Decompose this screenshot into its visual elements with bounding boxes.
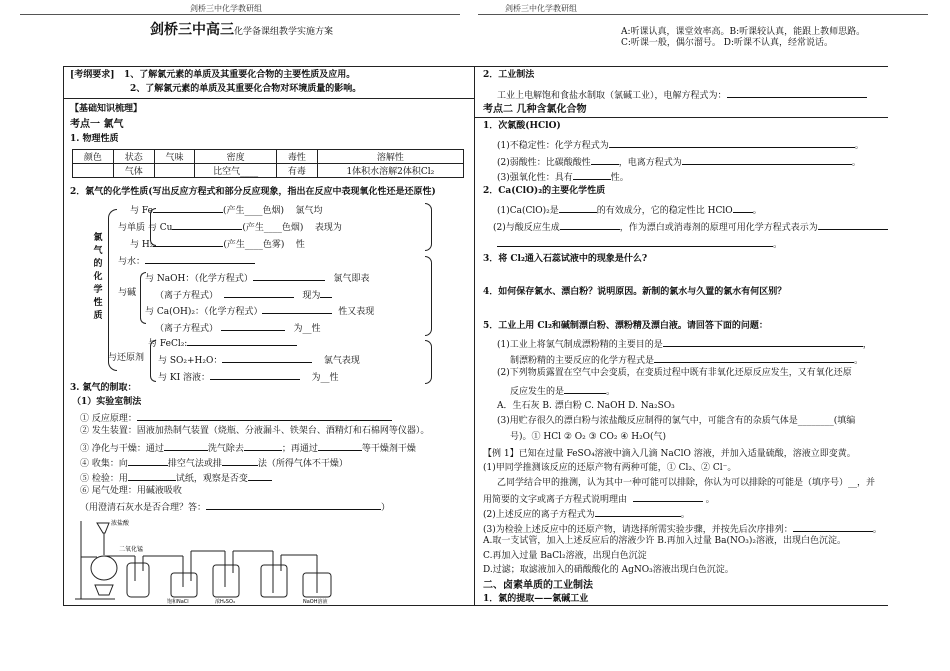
example-1-4: (2)上述反应的离子方程式为 。 — [483, 507, 690, 521]
basic-knowledge-title: 【基础知识梳理】 — [70, 104, 143, 114]
brace-elements-left — [150, 208, 156, 246]
example-1-1: (1)甲同学推测该反应的还原产物有两种可能，① Cl₂、② Cl⁻。 — [483, 463, 737, 473]
header-left-group: 剑桥三中化学教研组 — [190, 4, 262, 13]
lab-step-6: ⑥ 尾气处理：用碱液吸收 — [80, 486, 182, 496]
exam-requirement-2: 2、了解氯元素的单质及其重要化合物对环境质量的影响。 — [130, 84, 362, 94]
table-header-row — [73, 150, 464, 164]
chemical-properties-title: 2．氯气的化学性质(写出反应方程式和部分反应现象，指出在反应中表现氧化性还是还原性) — [70, 187, 436, 197]
caclo2-2: (2)与酸反应生成 ，作为漂白或消毒剂的原理可用化学方程式表示为 — [493, 220, 888, 234]
col-color: 颜色 — [73, 150, 114, 164]
hclo-3: (3)强氧化性：具有 性。 — [497, 170, 629, 184]
react-so2: 与 SO₂+H₂O： 氯气表现 — [158, 353, 360, 367]
col-toxicity: 毒性 — [276, 150, 317, 164]
header-right-group: 剑桥三中化学教研组 — [505, 4, 577, 13]
apparatus-label-h2so4: 浓H₂SO₄ — [215, 599, 235, 605]
react-naoh: 与 NaOH：（化学方程式） 氯气即表 — [145, 271, 369, 285]
left-border — [63, 66, 64, 606]
example-1-7: C.再加入过量 BaCl₂溶液，出现白色沉淀 — [483, 551, 647, 561]
react-fe: 与 Fe (产生____色烟) 氯气均 — [130, 203, 322, 217]
section-2-1: 1．氯的提取——氯碱工业 — [483, 594, 589, 604]
table-row — [73, 164, 464, 178]
question-5-3: (3)用贮存很久的漂白粉与浓盐酸反应制得的氯气中，可能含有的杂质气体是________(填编 — [497, 416, 856, 426]
question-3: 3．将 Cl₂通入石蕊试液中的现象是什么? — [483, 254, 648, 264]
col-smell: 气味 — [154, 150, 195, 164]
lab-step-3: ③ 净化与干燥：通过 洗气除去 ；再通过 等干燥剂干燥 — [80, 441, 416, 455]
cell-density: 比空气____ — [195, 164, 277, 178]
hclo-1: (1)不稳定性：化学方程式为 。 — [497, 138, 864, 152]
question-5-2: (2)下列物质露置在空气中会变质，在变质过程中既有非氧化还原反应发生，又有氧化还原 — [497, 368, 852, 378]
react-cu: 与单质 与 Cu (产生____色烟) 表现为 — [118, 220, 342, 234]
lab-step-2: ② 发生装置：固液加热制气装置（烧瓶、分液漏斗、铁架台、酒精灯和石棉网等仪器）。 — [80, 426, 430, 436]
question-5-3b: 号)。① HCl ② O₂ ③ CO₂ ④ H₂O(气) — [510, 432, 667, 442]
brace-reducers-right — [425, 340, 432, 384]
column-divider — [474, 66, 475, 606]
point-2-rule — [474, 117, 888, 118]
rating-line-1: A:听课认真，课堂效率高。B:听课较认真，能跟上教师思路。 — [621, 27, 866, 37]
question-5-1: (1)工业上将氯气制成漂粉精的主要目的是 ， — [497, 337, 872, 351]
caclo2-1: (1)Ca(ClO)₂是 的有效成分，它的稳定性比 HClO 。 — [497, 203, 762, 217]
react-fecl2: 与 FeCl₂: — [148, 336, 297, 350]
lab-step-5: ⑤ 检验：用 试纸，观察是否变 — [80, 471, 272, 485]
industrial-body: 工业上电解饱和食盐水制取（氯碱工业），电解方程式为： — [497, 88, 867, 102]
cell-color — [73, 164, 114, 178]
col-density: 密度 — [195, 150, 277, 164]
react-ion1: （离子方程式） 现为 — [155, 288, 332, 302]
header-rule-right — [478, 14, 928, 15]
col-solubility: 溶解性 — [317, 150, 463, 164]
brace-elements — [425, 203, 432, 251]
plan-title: 化学备课组教学实施方案 — [234, 27, 334, 37]
cell-toxicity: 有毒 — [276, 164, 317, 178]
brace-base — [140, 272, 146, 324]
caclo2-title: 2．Ca(ClO)₂的主要化学性质 — [483, 186, 606, 196]
exam-requirements: [考纲要求] 1、了解氯元素的单质及其重要化合物的主要性质及应用。 — [70, 70, 356, 80]
section-2-title: 二、卤素单质的工业制法 — [483, 580, 593, 591]
top-rule — [63, 66, 888, 67]
example-1-2: 乙同学结合甲的推测，认为其中一种可能可以排除，你认为可以排除的可能是（填序号）__，并 — [497, 478, 876, 488]
rating-line-2: C:听课一般，偶尔溜号。 D:听课不认真，经常说话。 — [621, 38, 834, 48]
cell-smell — [154, 164, 195, 178]
example-1-3: 用简要的文字或离子方程式说明理由 。 — [483, 492, 715, 506]
point-1-title: 考点一 氯气 — [70, 119, 124, 130]
lab-step-1: ① 反应原理： — [80, 411, 392, 425]
react-water: 与水： — [118, 254, 255, 268]
react-ion2: （离子方程式） 为__性 — [155, 321, 321, 335]
brace-reducer — [150, 340, 156, 382]
exam-rule — [63, 98, 474, 99]
col-state: 状态 — [113, 150, 154, 164]
apparatus-label-mno2: 二氧化锰 — [119, 546, 144, 553]
question-5-options: A．生石灰 B. 漂白粉 C. NaOH D. Na₂SO₃ — [497, 401, 675, 411]
apparatus-label-nacl: 饱和NaCl — [167, 599, 189, 605]
lab-apparatus-diagram — [75, 513, 345, 605]
industrial-title: 2．工业制法 — [483, 70, 535, 80]
preparation-title: 3. 氯气的制取： — [70, 383, 137, 393]
bottom-rule — [63, 605, 888, 606]
lab-step-7: （用澄清石灰水是否合理？答： ） — [80, 500, 390, 514]
caclo2-2-line: 。 — [497, 237, 782, 251]
vertical-label: 氯 气 的 化 学 性 质 — [93, 233, 103, 321]
react-caoh: 与 Ca(OH)₂：（化学方程式） 性又表现 — [145, 304, 374, 318]
react-base: 与碱 — [118, 288, 137, 298]
react-reducer: 与还原剂 — [108, 353, 145, 363]
apparatus-label-naoh: NaOH溶液 — [303, 599, 328, 605]
school-title: 剑桥三中高三化学备课组教学实施方案 — [150, 22, 334, 38]
point-2-title: 考点二 几种含氯化合物 — [483, 104, 587, 115]
question-4: 4．如何保存氯水、漂白粉？说明原因。新制的氯水与久置的氯水有何区别？ — [483, 287, 787, 297]
brace-compounds — [425, 256, 432, 336]
lab-step-4: ④ 收集：向 排空气法或排 法（所得气体不干燥） — [80, 456, 348, 470]
example-1-5: (3)为检验上述反应中的还原产物，请选择所需实验步骤，并按先后次序排列： 。 — [483, 522, 882, 536]
cell-solubility: 1体积水溶解2体积Cl₂ — [317, 164, 463, 178]
question-5-2b: 反应发生的是 。 — [510, 384, 615, 398]
example-1-8: D.过滤；取滤液加入的硝酸酸化的 AgNO₃溶液出现白色沉淀。 — [483, 565, 734, 575]
hclo-title: 1．次氯酸(HClO) — [483, 121, 561, 131]
physical-properties-title: 1. 物理性质 — [70, 134, 119, 144]
apparatus-label-hcl: 浓盐酸 — [111, 520, 130, 527]
header-rule-left — [20, 14, 460, 15]
question-5-1b: 制漂粉精的主要反应的化学方程式是 。 — [510, 353, 863, 367]
react-ki: 与 KI 溶液： 为__性 — [158, 370, 338, 384]
physical-properties-table — [72, 149, 464, 178]
cell-state: 气体 — [113, 164, 154, 178]
example-1: 【例 1】已知在过量 FeSO₄溶液中滴入几滴 NaClO 溶液，并加入适量硫酸，溶液立即变黄。 — [483, 449, 856, 459]
outer-brace — [108, 209, 117, 371]
hclo-2: (2)弱酸性：比碳酸酸性 ，电离方程式为 。 — [497, 155, 861, 169]
example-1-6: A.取一支试管，加入上述反应后的溶液少许 B.再加入过量 Ba(NO₃)₂溶液，出现白色沉淀。 — [483, 536, 847, 546]
react-h2: 与 H₂ (产生____色雾) 性 — [130, 237, 305, 251]
question-5: 5．工业上用 Cl₂和碱制漂白粉、漂粉精及漂白液。请回答下面的问题： — [483, 321, 768, 331]
lab-method-title: （1）实验室制法 — [72, 397, 142, 407]
